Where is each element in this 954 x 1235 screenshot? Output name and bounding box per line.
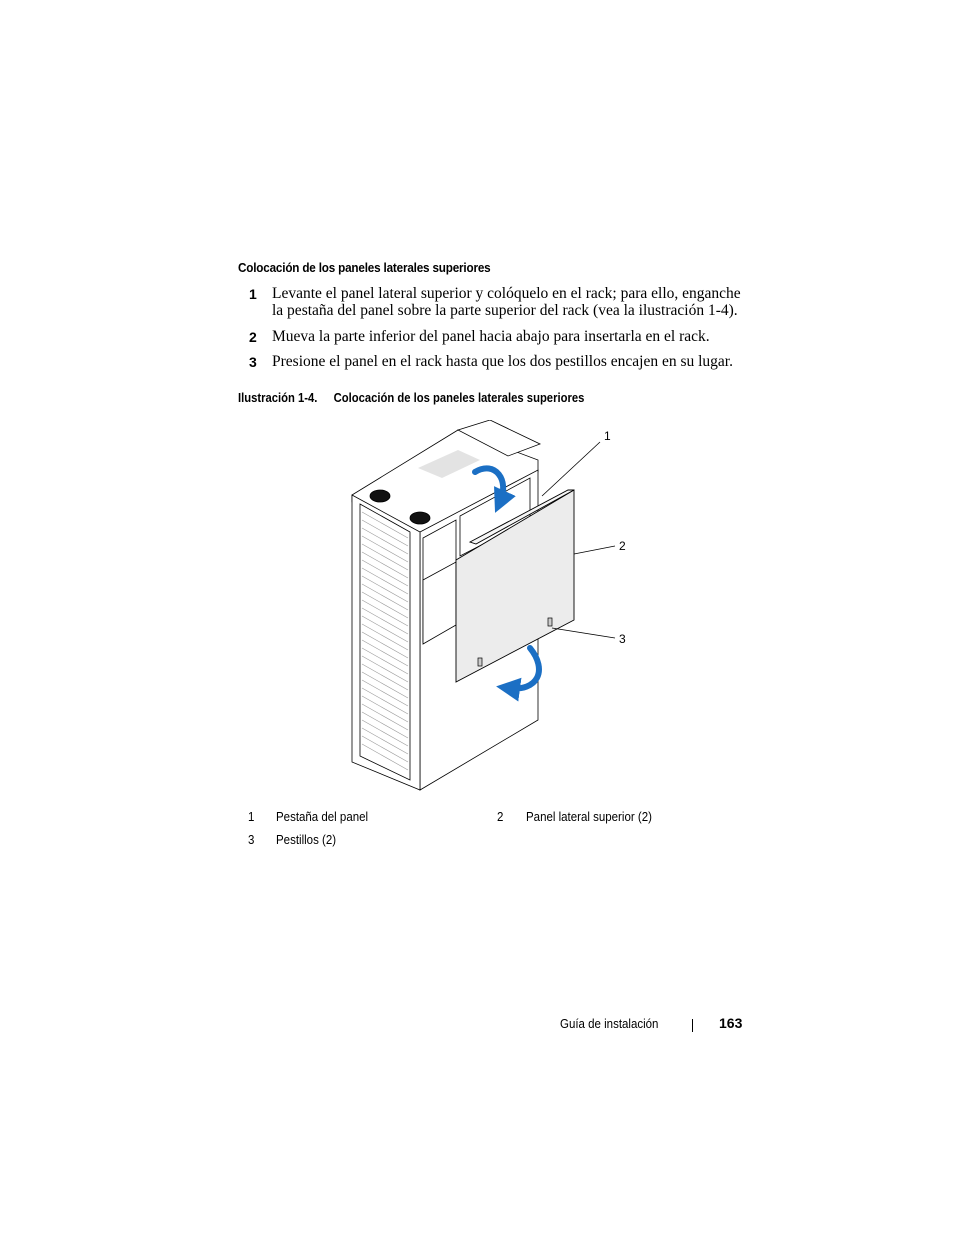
page-number: 163 [719, 1015, 743, 1031]
legend-label: Pestillos (2) [276, 833, 337, 847]
figure-title: Colocación de los paneles laterales superiores [333, 391, 585, 405]
footer-doc-title: Guía de instalación [560, 1017, 659, 1031]
step-number: 2 [249, 329, 257, 345]
callout-1: 1 [604, 429, 611, 443]
legend-label: Pestaña del panel [276, 810, 369, 824]
legend-number: 3 [248, 833, 255, 847]
step-text: Levante el panel lateral superior y colóquelo en el rack; para ello, enganche la pestaña del panel sobre la parte superior del rack (vea la ilustración 1-4). [272, 285, 741, 319]
footer-divider [692, 1019, 693, 1032]
figure-label: Ilustración 1-4. [238, 391, 318, 405]
step-text: Mueva la parte inferior del panel hacia abajo para insertarla en el rack. [272, 328, 710, 345]
callout-labels [604, 429, 626, 646]
step-text: Presione el panel en el rack hasta que los dos pestillos encajen en su lugar. [272, 353, 733, 370]
rack-illustration [330, 420, 650, 800]
figure-caption [238, 391, 584, 405]
legend-number: 2 [497, 810, 504, 824]
legend-number: 1 [248, 810, 255, 824]
callout-3: 3 [619, 632, 626, 646]
section-heading: Colocación de los paneles laterales superiores [238, 260, 491, 275]
callout-2: 2 [619, 539, 626, 553]
step-number: 1 [249, 286, 257, 302]
step-number: 3 [249, 354, 257, 370]
legend-label: Panel lateral superior (2) [526, 810, 652, 824]
